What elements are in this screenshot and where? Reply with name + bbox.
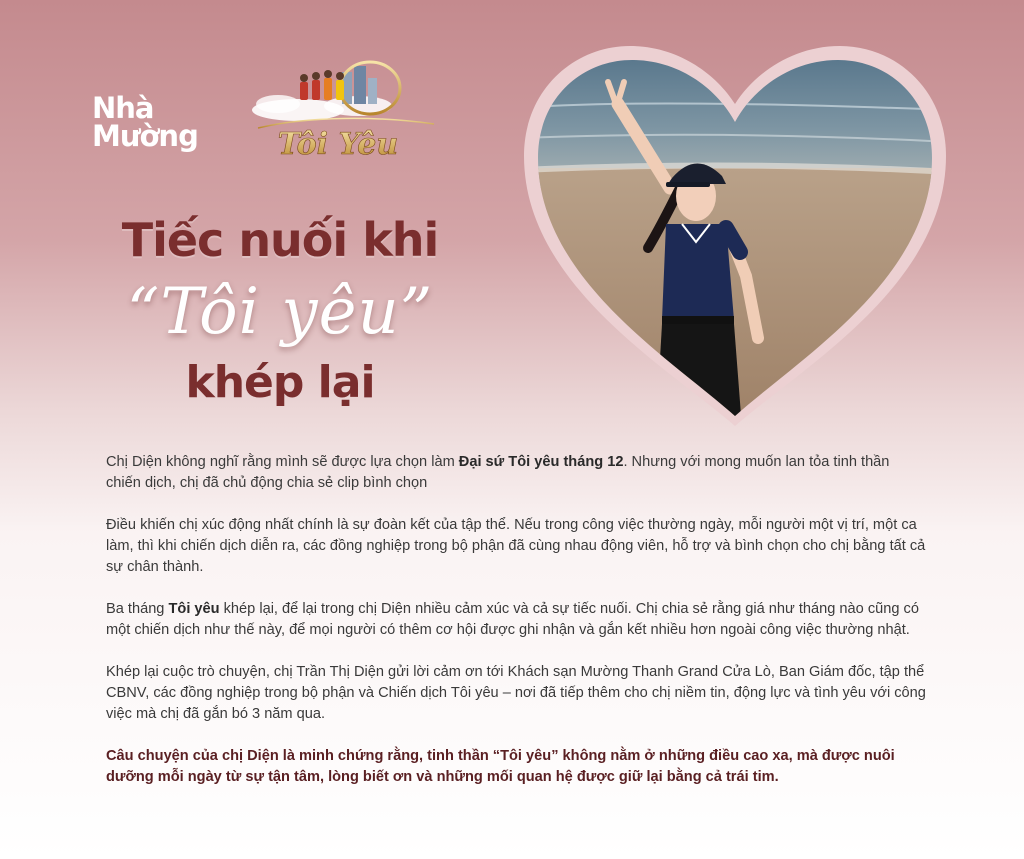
logo-line1: Nhà — [92, 91, 154, 125]
paragraph-3-highlight: Tôi yêu — [168, 601, 220, 617]
beach-photo — [520, 38, 950, 428]
heart-photo-frame — [520, 38, 950, 428]
headline-script: “Tôi yêu” — [126, 275, 434, 349]
headline-line3: khép lại — [185, 357, 375, 408]
paragraph-3-text-end: khép lại, để lại trong chị Diện nhiều cảm xúc và cả sự tiếc nuối. Chị chia sẻ rằng giá như tháng nào cũng có một chiến dịch như thế này, để mọi người có thêm cơ hội được ghi nhận và gắn kết nhiều hơn ngoài công việc thường nhật. — [106, 601, 919, 638]
paragraph-2: Điều khiến chị xúc động nhất chính là sự đoàn kết của tập thể. Nếu trong công việc thường ngày, mỗi người một vị trí, một ca làm, thì khi chiến dịch diễn ra, các đồng nghiệp trong bộ phận đã cùng nhau động viên, hỗ trợ và bình chọn cho chị bằng tất cả sự chân thành. — [106, 517, 926, 575]
paragraph-4: Khép lại cuộc trò chuyện, chị Trần Thị Diện gửi lời cảm ơn tới Khách sạn Mường Thanh Grand Cửa Lò, Ban Giám đốc, tập thể CBNV, các đồng nghiệp trong bộ phận và Chiến dịch Tôi yêu – nơi đã tiếp thêm cho chị niềm tin, động lực và tình yêu với công việc mà chị đã gắn bó 3 năm qua. — [106, 664, 926, 722]
article-body — [106, 452, 926, 809]
logo-line2: Mường — [92, 119, 198, 153]
headline-line1: Tiếc nuối khi — [121, 213, 439, 267]
closing-paragraph: Câu chuyện của chị Diện là minh chứng rằng, tinh thần “Tôi yêu” không nằm ở những điều cao xa, mà được nuôi dưỡng mỗi ngày từ sự tận tâm, lòng biết ơn và những mối quan hệ được giữ lại bằng cả trái tim. — [106, 748, 895, 785]
toi-yeu-campaign-logo — [238, 58, 438, 170]
headline — [100, 210, 460, 412]
paragraph-1-highlight: Đại sứ Tôi yêu tháng 12 — [458, 454, 624, 470]
paragraph-1-text-end: . Nhưng với mong muốn lan tỏa tinh thần chiến dịch, chị đã chủ động chia sẻ clip bình chọn — [106, 454, 890, 491]
nha-muong-logo — [92, 91, 198, 153]
paragraph-3 — [106, 599, 926, 641]
paragraph-1 — [106, 452, 926, 494]
paragraph-3-text: Ba tháng — [106, 601, 169, 617]
campaign-logo-text: Tôi Yêu — [277, 127, 399, 162]
paragraph-1-text: Chị Diện không nghĩ rằng mình sẽ được lựa chọn làm — [106, 454, 459, 470]
